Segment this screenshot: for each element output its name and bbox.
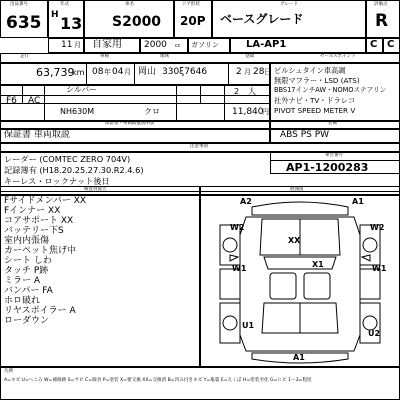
grade-header: グレード bbox=[280, 2, 298, 7]
chassis-header: 車台番号 bbox=[325, 153, 343, 158]
damage-mark-center: X1 bbox=[312, 260, 324, 269]
left-mirror bbox=[230, 255, 238, 261]
year-value: 13 bbox=[60, 14, 83, 33]
inspector-note: ミラー A bbox=[4, 276, 41, 286]
note-line: 記録簿有 (H18.20.25.27.30.R2.4.6) bbox=[4, 165, 144, 175]
right-seat bbox=[304, 273, 330, 299]
warranty-header: 保証書・車両取扱説明書 bbox=[105, 121, 155, 126]
inspector-note: バッテリー下S bbox=[4, 226, 64, 236]
legend-header: 凡例 bbox=[4, 369, 13, 374]
month-value: 11 bbox=[61, 40, 73, 50]
inspector-note: シート しわ bbox=[4, 256, 52, 266]
regist-month: 2 bbox=[236, 67, 242, 77]
region-value: 岡山 bbox=[138, 67, 157, 77]
damage-mark-rear-left: U1 bbox=[242, 321, 255, 330]
sales-point: ビルシュタイン車高調 bbox=[274, 66, 346, 75]
score-header: 評価点 bbox=[374, 2, 388, 7]
recycle-value: 11,840 bbox=[232, 107, 264, 117]
model-no-value: NH630M bbox=[60, 107, 95, 116]
plate-value: 330ξ7646 bbox=[162, 67, 208, 77]
sales-point: BBS17インチAW・NOMOステアリン bbox=[274, 86, 387, 94]
equip-header: 装備 bbox=[328, 121, 337, 126]
region-header: 地域 bbox=[160, 54, 169, 59]
chassis-value: AP1-1200283 bbox=[286, 161, 369, 174]
diagram-header: 展開図 bbox=[290, 187, 304, 192]
right-mirror bbox=[362, 255, 370, 261]
grade-value: ベースグレード bbox=[220, 12, 304, 26]
shaken-header: 車検 bbox=[100, 54, 109, 59]
notes-header: 注意事項 bbox=[190, 144, 208, 149]
score-value: R bbox=[375, 11, 389, 31]
model-value: LA-AP1 bbox=[246, 39, 287, 50]
inspector-note: コアサポート XX bbox=[4, 216, 74, 226]
lot-header: 出品番号 bbox=[10, 2, 28, 7]
capacity-unit: 人 bbox=[248, 87, 256, 96]
left-seat bbox=[270, 273, 296, 299]
warranty-value: 保証書 車両取説 bbox=[4, 130, 70, 140]
inspector-note: Fインナー XX bbox=[4, 206, 61, 216]
inspector-header: 検査員報告 bbox=[84, 187, 107, 192]
car-diagram bbox=[200, 195, 400, 367]
damage-mark-front-right: W2 bbox=[370, 223, 385, 232]
damage-mark-left-door: W1 bbox=[232, 264, 247, 273]
interior-grade: C bbox=[370, 39, 378, 50]
lot-number: 635 bbox=[6, 13, 42, 33]
inspector-note: リヤスポイラー A bbox=[4, 306, 76, 316]
damage-mark-front-right-corner: A1 bbox=[352, 197, 364, 206]
note-line: レーダー (COMTEC ZERO 704V) bbox=[4, 154, 131, 164]
inspector-note: Fサイドメンバー XX bbox=[4, 196, 87, 206]
left-door bbox=[220, 269, 240, 299]
regist-month-unit: 月 bbox=[244, 68, 251, 76]
sales-header: セールスポイント bbox=[320, 54, 356, 59]
sales-point: PIVOT SPEED METER V bbox=[274, 106, 356, 115]
regist-day-unit: 日 bbox=[264, 68, 271, 76]
windshield bbox=[264, 257, 336, 269]
shift-value: F6 bbox=[6, 96, 17, 106]
note-line: キーレス・ロックナット後日 bbox=[4, 176, 110, 186]
damage-mark-rear-bumper: A1 bbox=[293, 353, 305, 362]
damage-mark-engine: XX bbox=[288, 236, 301, 245]
color-value: シルバー bbox=[66, 85, 98, 94]
inspector-note: ローダウン bbox=[4, 316, 50, 326]
sales-point: 無限マフラー・LSD (ATS) bbox=[274, 76, 360, 85]
recycle-unit: 円 bbox=[262, 108, 269, 116]
sales-point: 社外ナビ・TV・ドラレコ bbox=[274, 96, 356, 105]
shaken-year: 08 bbox=[92, 67, 104, 77]
equipment-value: ABS PS PW bbox=[280, 130, 330, 140]
regist-day: 28 bbox=[253, 67, 265, 77]
displacement-unit: cc bbox=[175, 43, 181, 49]
inspector-note: ホロ破れ bbox=[4, 296, 41, 306]
ac-value: AC bbox=[28, 96, 41, 106]
regist-header: 登録 bbox=[245, 54, 254, 59]
damage-mark-right-door: W1 bbox=[372, 264, 387, 273]
exterior-grade: C bbox=[387, 39, 395, 50]
mileage-value: 63,739 bbox=[36, 66, 75, 79]
front-bumper-panel bbox=[252, 202, 348, 215]
front-right-wheel bbox=[363, 238, 377, 252]
damage-mark-rear-right: U2 bbox=[368, 329, 381, 338]
inspector-note: 室内内張傷 bbox=[4, 236, 50, 246]
shaken-month-unit: 月 bbox=[124, 68, 131, 76]
rear-right-wheel bbox=[363, 316, 377, 330]
inspector-note: タッチ P跡 bbox=[4, 266, 49, 276]
year-header: 年式 bbox=[60, 2, 69, 7]
interior-color-value: クロ bbox=[144, 107, 160, 116]
month-unit: 月 bbox=[74, 41, 81, 49]
rear-left-wheel bbox=[223, 316, 237, 330]
capacity-value: 2 bbox=[234, 87, 240, 96]
right-door bbox=[360, 269, 380, 299]
name-header: 車名 bbox=[125, 2, 134, 7]
front-left-wheel bbox=[223, 238, 237, 252]
vehicle-name: S2000 bbox=[112, 14, 162, 30]
legend-text: A=キズ U=へこみ W=補修跡 S=サビ C=腐食 P=塗装 X=要交換 XX=交換済 B=凹み付きキズ Y=亀裂 E=えくぼ H=塗装劣化 G=ヒビ 1〜3=程度 bbox=[4, 378, 312, 383]
mileage-header: 走行 bbox=[20, 54, 29, 59]
shaken-year-unit: 年 bbox=[104, 68, 111, 76]
inspector-note: カーペット焦げ中 bbox=[4, 246, 77, 256]
era: H bbox=[51, 10, 59, 20]
fuel-value: ガソリン bbox=[191, 41, 219, 49]
damage-mark-front-bumper: A2 bbox=[240, 197, 252, 206]
inspector-note: バンパー FA bbox=[4, 286, 53, 296]
usage-value: 自家用 bbox=[92, 39, 122, 50]
mileage-unit: km bbox=[72, 68, 85, 77]
doors-header: ドア形状 bbox=[182, 2, 200, 7]
doors-value: 20P bbox=[180, 14, 206, 28]
displacement-value: 2000 bbox=[144, 40, 167, 50]
damage-mark-front-left: W2 bbox=[230, 223, 245, 232]
shaken-month: 04 bbox=[112, 67, 124, 77]
